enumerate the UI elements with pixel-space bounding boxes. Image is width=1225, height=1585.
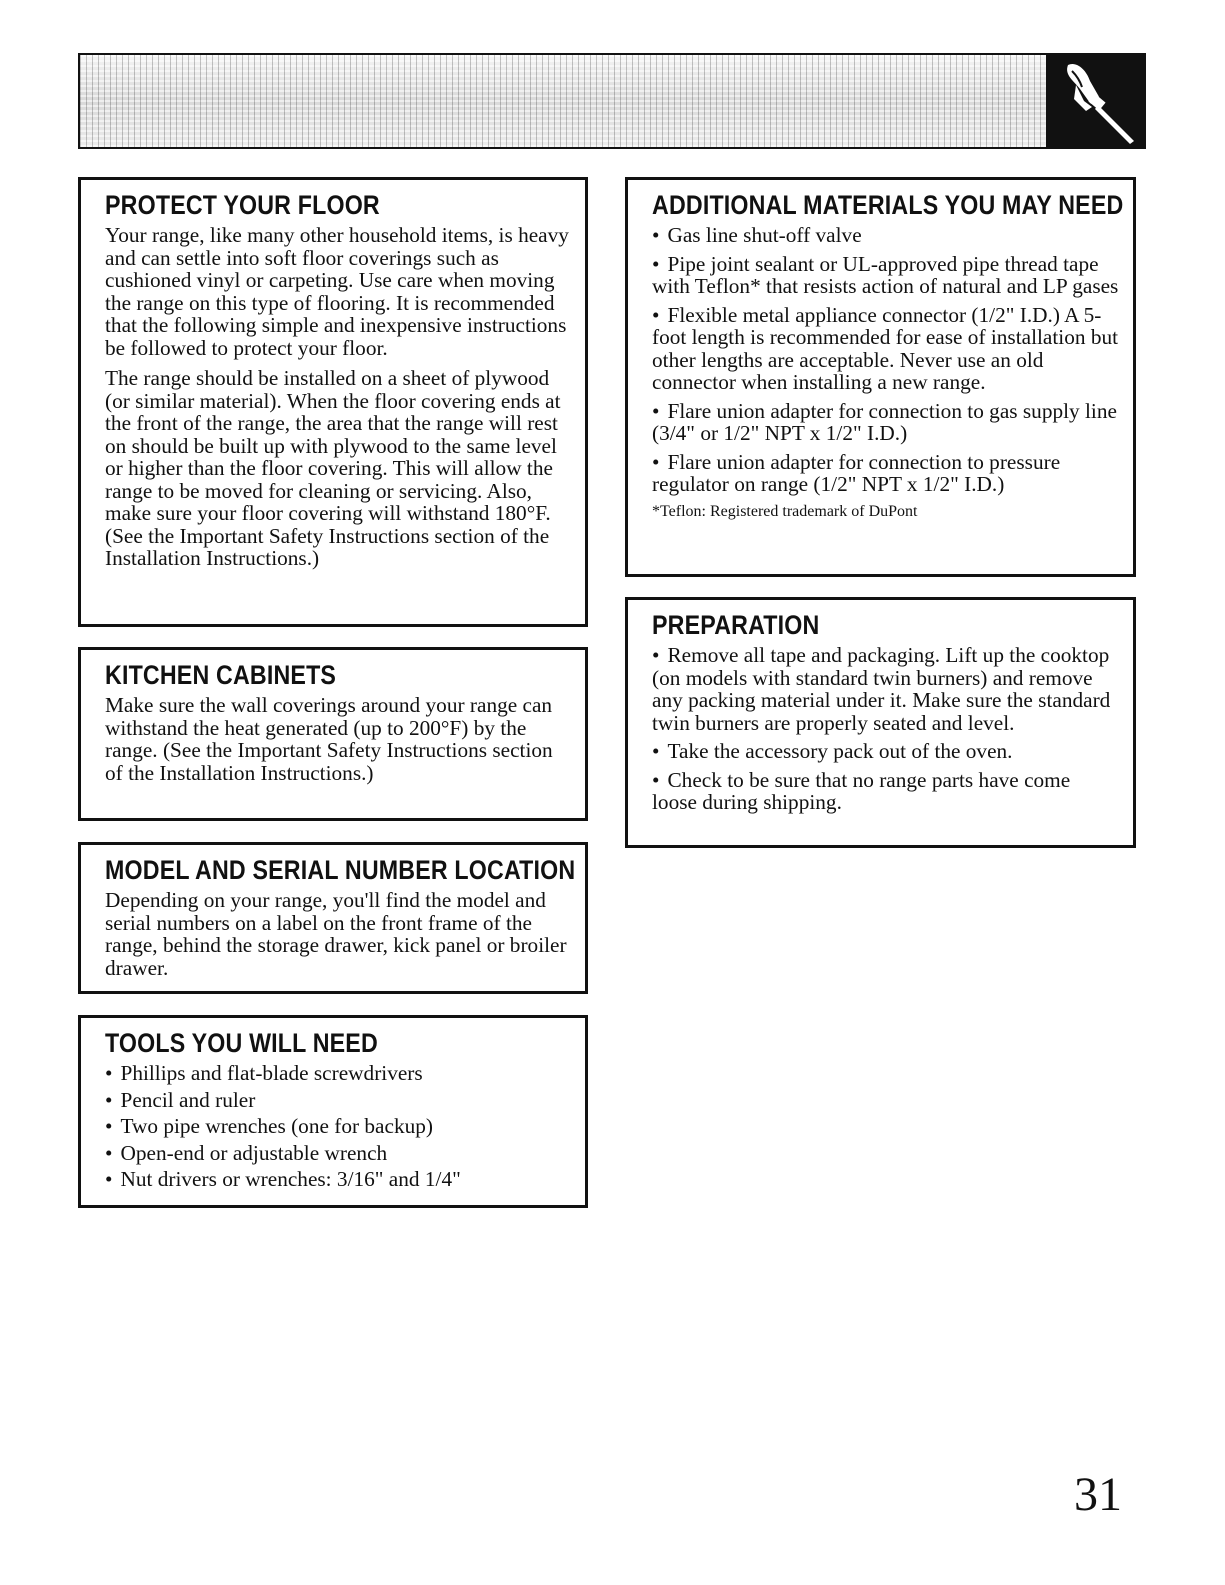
list-item: • Flare union adapter for connection to gas supply line (3/4" or 1/2" NPT x 1/2" I.D.) [652,400,1119,445]
materials-list [652,224,1119,496]
list-item: • Pencil and ruler [105,1089,571,1112]
section-heading: TOOLS YOU WILL NEED [105,1028,378,1058]
list-item: • Pipe joint sealant or UL-approved pipe thread tape with Teflon* that resists action of natural and LP gases [652,253,1119,298]
list-item: • Check to be sure that no range parts have come loose during shipping. [652,769,1119,814]
section-heading: MODEL AND SERIAL NUMBER LOCATION [105,855,576,885]
paragraph: Depending on your range, you'll find the model and serial numbers on a label on the front frame of the range, behind the storage drawer, kick panel or broiler drawer. [105,888,567,980]
section-heading: PREPARATION [652,610,820,640]
list-item: • Gas line shut-off valve [652,224,1119,247]
preparation-section [625,597,1136,848]
additional-materials-section [625,177,1136,577]
list-item: • Nut drivers or wrenches: 3/16" and 1/4" [105,1168,571,1191]
section-heading: KITCHEN CABINETS [105,660,337,690]
list-item: • Two pipe wrenches (one for backup) [105,1115,571,1138]
section-heading: ADDITIONAL MATERIALS YOU MAY NEED [652,190,1124,220]
section-heading: PROTECT YOUR FLOOR [105,190,380,220]
hand-screwdriver-icon [1046,55,1144,147]
paragraph: The range should be installed on a sheet of plywood (or similar material). When the floor covering ends at the front of the range, the area that the range will rest on should be built up with plywood to the same level or higher than the floor covering. This will allow the range to be moved for cleaning or servicing. Also, make sure your floor covering will withstand 180°F. (See the Important Safety Instructions section of the Installation Instructions.) [105,366,561,570]
model-serial-section [78,842,588,994]
list-item: • Open-end or adjustable wrench [105,1142,571,1165]
tools-list [105,1062,571,1191]
teflon-footnote: *Teflon: Registered trademark of DuPont [652,502,918,520]
list-item: • Phillips and flat-blade screwdrivers [105,1062,571,1085]
list-item: • Flexible metal appliance connector (1/2" I.D.) A 5-foot length is recommended for ease of installation but other lengths are acceptable. Never use an old connector when installing a new range. [652,304,1119,394]
protect-floor-section [78,177,588,627]
page-number: 31 [1074,1468,1122,1521]
kitchen-cabinets-section [78,647,588,821]
list-item: • Take the accessory pack out of the oven. [652,740,1119,763]
paragraph: Make sure the wall coverings around your range can withstand the heat generated (up to 200°F) by the range. (See the Important Safety Instructions section of the Installation Instructions.) [105,693,553,785]
tools-section [78,1015,588,1208]
preparation-list [652,644,1119,814]
list-item: • Remove all tape and packaging. Lift up the cooktop (on models with standard twin burners) and remove any packing material under it. Make sure the standard twin burners are properly seated and level. [652,644,1119,734]
list-item: • Flare union adapter for connection to pressure regulator on range (1/2" NPT x 1/2" I.D.) [652,451,1119,496]
header-banner [78,53,1146,149]
paragraph: Your range, like many other household items, is heavy and can settle into soft floor coverings such as cushioned vinyl or carpeting. Use care when moving the range on this type of flooring. It is recommended that the following simple and inexpensive instructions be followed to protect your floor. [105,223,569,360]
